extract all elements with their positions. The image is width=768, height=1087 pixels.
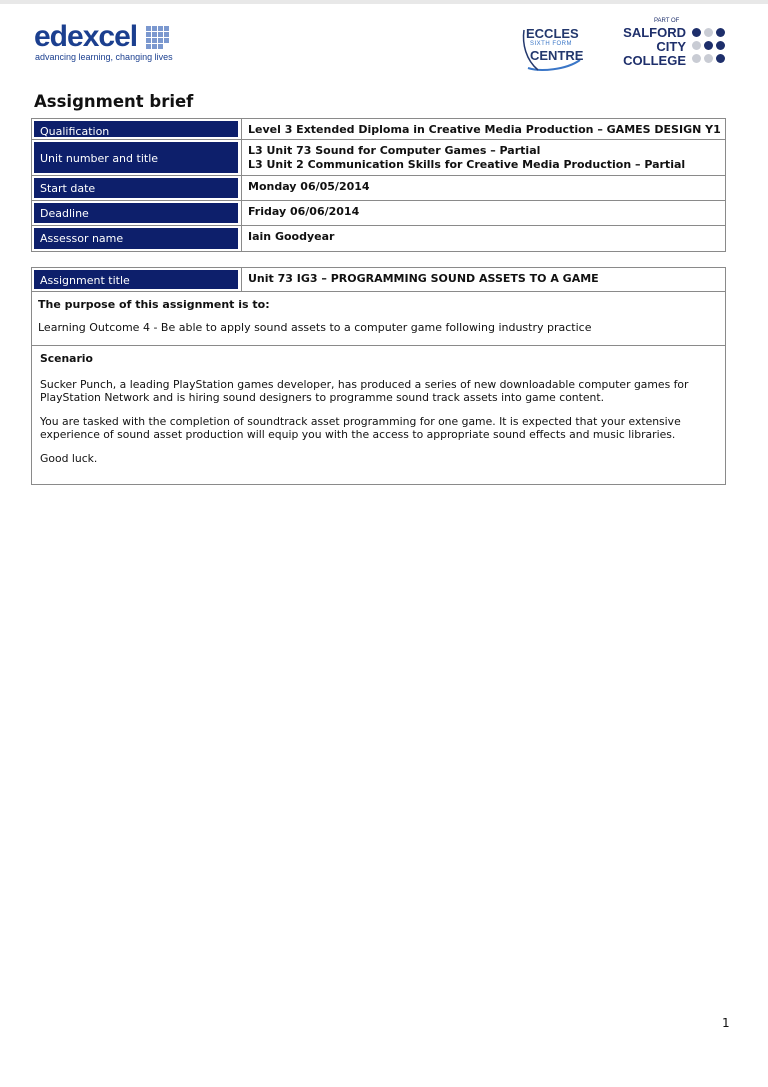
table-row-assessor (32, 226, 725, 251)
eccles-line3: CENTRE (530, 48, 584, 63)
eccles-line1: ECCLES (526, 26, 579, 41)
table-row-start-date (32, 176, 725, 201)
label-start-date: Start date (34, 178, 241, 198)
value-assessor: Iain Goodyear (241, 226, 725, 251)
table-row-qualification (32, 119, 725, 140)
assignment-title-table (31, 267, 726, 346)
label-unit: Unit number and title (34, 142, 241, 173)
value-start-date: Monday 06/05/2014 (241, 176, 725, 200)
salford-city-college-logo (622, 18, 732, 70)
label-deadline: Deadline (34, 203, 241, 223)
salford-line3: COLLEGE (623, 53, 686, 68)
eccles-line2: SIXTH FORM (530, 41, 572, 47)
scenario-paragraph-2: You are tasked with the completion of soundtrack asset programming for one game. It is expected that your extensive experience of sound asset production will equip you with the access to appropriate sound effects and music libraries. (40, 414, 681, 441)
eccles-logo (520, 24, 584, 74)
label-assessor: Assessor name (34, 228, 241, 249)
value-unit-line1: L3 Unit 73 Sound for Computer Games – Partial (248, 144, 541, 157)
salford-line2: CITY (656, 39, 686, 54)
purpose-heading: The purpose of this assignment is to: (38, 298, 270, 311)
scenario-heading: Scenario (40, 352, 93, 365)
table-row-unit (32, 140, 725, 176)
salford-line1: SALFORD (623, 25, 686, 40)
page-number: 1 (722, 1016, 730, 1030)
value-unit (241, 140, 725, 175)
value-deadline: Friday 06/06/2014 (241, 201, 725, 225)
table-row-deadline (32, 201, 725, 226)
edexcel-tagline: advancing learning, changing lives (35, 52, 173, 62)
edexcel-grid-icon (146, 26, 168, 50)
value-assignment-title: Unit 73 IG3 – PROGRAMMING SOUND ASSETS TO A GAME (241, 268, 725, 291)
value-unit-line2: L3 Unit 2 Communication Skills for Creative Media Production – Partial (248, 158, 686, 171)
table-row-assignment-title (32, 268, 725, 292)
page-title: Assignment brief (34, 92, 194, 111)
learning-outcome: Learning Outcome 4 - Be able to apply sound assets to a computer game following industry practice (38, 321, 592, 334)
label-qualification: Qualification (34, 121, 241, 137)
top-strip (0, 0, 768, 4)
scenario-paragraph-1: Sucker Punch, a leading PlayStation games developer, has produced a series of new downloadable computer games for PlayStation Network and is hiring sound designers to programme sound track assets into game content. (40, 377, 689, 404)
assignment-brief-table (31, 118, 726, 252)
scenario-paragraph-3: Good luck. (40, 451, 98, 465)
edexcel-logo (34, 20, 194, 68)
table-row-purpose (32, 292, 725, 345)
scenario-box (31, 345, 726, 485)
value-qualification: Level 3 Extended Diploma in Creative Media Production – GAMES DESIGN Y1 (241, 119, 725, 139)
salford-prefix: PART OF (654, 18, 680, 24)
label-assignment-title: Assignment title (34, 270, 241, 289)
edexcel-wordmark: edexcel (34, 20, 138, 53)
